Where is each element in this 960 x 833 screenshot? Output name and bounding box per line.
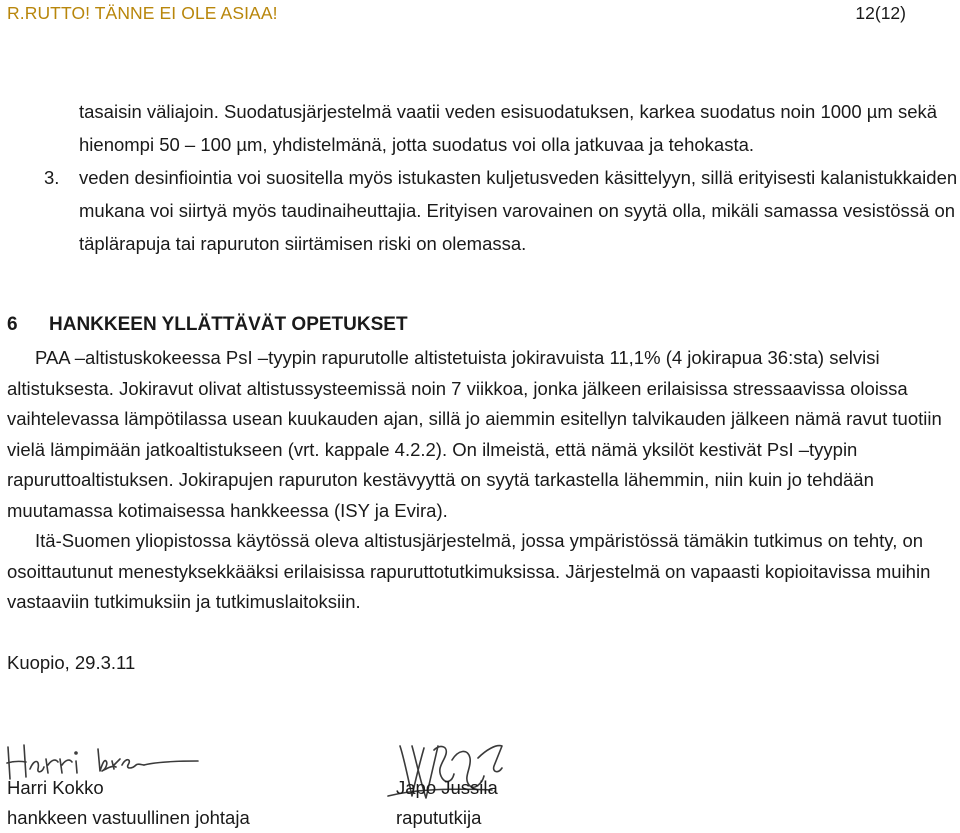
list-item-number: 3. [44, 167, 60, 188]
list-item-text: veden desinfiointia voi suositella myös istukasten kuljetusveden käsittelyyn, sillä erityisesti kalanistukkaiden mukana voi siirtyä myös taudinaiheuttajia. Erityisen varovainen on syytä olla, mikäli samassa vesistössä on täplärapuja tai rapuruton siirtämisen riski on olemassa. [79, 167, 958, 254]
continuation-paragraph [79, 95, 959, 161]
section-number: 6 [7, 314, 18, 335]
section-paragraph-1: PAA –altistuskokeessa PsI –tyypin rapurutolle altistetuista jokiravuista 11,1% (4 jokirapua 36:sta) selvisi altistuksesta. Jokiravut olivat altistussysteemissä noin 7 viikkoa, jonka jälkeen erilaisissa stressaavissa oloissa vaihtelevassa lämpötilassa usean kuukauden ajan, sillä jo aiemmin esitellyn talvikauden jälkeen nämä ravut tuotiin vielä lämpimään jatkoaltistukseen (vrt. kappale 4.2.2). On ilmeistä, että nämä yksilöt kestivät PsI –tyypin rapuruttoaltistuksen. Jokirapujen rapuruton kestävyyttä on syytä tarkastella lähemmin, niin kuin jo tehdään muutamassa kotimaisessa hankkeessa (ISY ja Evira). [7, 347, 942, 521]
signatory-2 [396, 773, 498, 833]
section-heading [7, 314, 408, 336]
signatory-1-role: hankkeen vastuullinen johtaja [7, 807, 250, 828]
signatory-2-role: rapututkija [396, 807, 482, 828]
continuation-text: tasaisin väliajoin. Suodatusjärjestelmä vaatii veden esisuodatuksen, karkea suodatus noin 1000 µm sekä hienompi 50 – 100 µm, yhdistelmänä, jotta suodatus voi olla jatkuvaa ja tehokasta. [79, 101, 938, 155]
signatory-1 [7, 773, 250, 833]
document-header-title: R.RUTTO! TÄNNE EI OLE ASIAA! [7, 3, 278, 23]
signatory-2-name: Japo Jussila [396, 777, 498, 798]
section-paragraph-2: Itä-Suomen yliopistossa käytössä oleva altistusjärjestelmä, jossa ympäristössä tämäkin tutkimus on tehty, on osoittautunut menestyksekkääksi erilaisissa rapuruttotutkimuksissa. Järjestelmä on vapaasti kopioitavissa muihin vastaaviin tutkimuksiin ja tutkimuslaitoksiin. [7, 530, 931, 612]
place-date: Kuopio, 29.3.11 [7, 652, 136, 673]
section-body [7, 343, 952, 618]
page-number: 12(12) [855, 3, 906, 23]
section-title: HANKKEEN YLLÄTTÄVÄT OPETUKSET [49, 314, 408, 335]
signatory-1-name: Harri Kokko [7, 777, 104, 798]
